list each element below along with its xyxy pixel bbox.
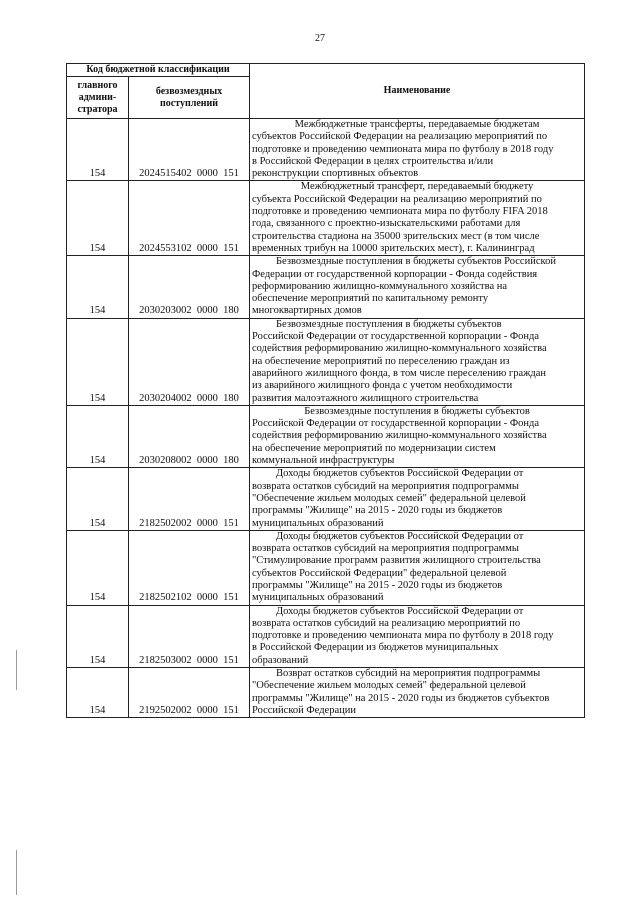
description-line: Межбюджетный трансферт, передаваемый бюджету [300,181,534,193]
table-row [67,181,585,256]
admin-code-cell: 154 [67,181,129,256]
table-row [67,468,585,530]
description-cell [250,181,585,256]
admin-code-cell: 154 [67,605,129,667]
revenue-code-cell: 2182502002 0000 151 [129,468,250,530]
description-line: "Обеспечение жильем молодых семей" федеральной целевой [252,680,526,692]
admin-code-cell: 154 [67,405,129,467]
description-line: подготовке и проведению чемпионата мира по футболу FIFA 2018 [252,206,548,218]
margin-scan-mark [16,650,17,690]
admin-code-cell: 154 [67,318,129,405]
description-cell [250,530,585,605]
description-line: в Российской Федерации в целях строительства и/или [252,155,494,167]
description-line: субъектов Российской Федерации" федеральной целевой [252,567,507,579]
table-row [67,405,585,467]
revenue-code-cell: 2030204002 0000 180 [129,318,250,405]
description-cell [250,256,585,318]
revenue-code-cell: 2030203002 0000 180 [129,256,250,318]
description-line: возврата остатков субсидий на мероприятия подпрограммы [252,480,519,492]
description-line: подготовке и проведению чемпионата мира по футболу в 2018 году [252,630,554,642]
admin-code-cell: 154 [67,119,129,181]
description-line: возврата остатков субсидий на реализацию мероприятий по [252,617,521,629]
description-line: Российской Федерации от государственной корпорации - Фонда [252,331,540,343]
description-cell [250,318,585,405]
header-revenue-code: безвозмездных поступлений [129,77,250,119]
description-line: муниципальных образований [252,517,384,529]
description-cell [250,668,585,718]
description-line: субъекта Российской Федерации на реализацию мероприятий по [252,193,542,205]
page-number: 27 [315,33,325,44]
description-line: временных трибун на 10000 зрительских мест), г. Калининград [252,242,535,254]
table-row [67,605,585,667]
description-line: "Стимулирование программ развития жилищного строительства [252,555,541,567]
description-line: Доходы бюджетов субъектов Российской Федерации от [276,468,524,480]
description-line: развития малоэтажного жилищного строительства [252,392,479,404]
description-line: муниципальных образований [252,592,384,604]
description-line: содействия реформированию жилищно-коммунального хозяйства [252,343,547,355]
admin-code-cell: 154 [67,256,129,318]
description-line: реформированию жилищно-коммунального хозяйства на [252,280,508,292]
description-line: возврата остатков субсидий на мероприятия подпрограммы [252,543,519,555]
description-cell [250,405,585,467]
description-line: субъектов Российской Федерации на реализацию мероприятий по [252,131,548,143]
description-line: Федерации от государственной корпорации - Фонда содействия [252,268,538,280]
description-line: обеспечение мероприятий по капитальному ремонту [252,293,489,305]
revenue-code-cell: 2182503002 0000 151 [129,605,250,667]
table-row [67,318,585,405]
description-line: строительства стадиона на 35000 зрительских мест (в том числе [252,230,540,242]
description-line: Российской Федерации от государственной корпорации - Фонда [252,418,540,430]
revenue-code-cell: 2182502102 0000 151 [129,530,250,605]
revenue-code-cell: 2030208002 0000 180 [129,405,250,467]
description-line: программы "Жилище" на 2015 - 2020 годы из бюджетов [252,579,503,591]
table-row [67,668,585,718]
description-line: Доходы бюджетов субъектов Российской Федерации от [276,530,524,542]
description-line: аварийного жилищного фонда, в том числе переселению граждан [252,367,547,379]
header-admin: главного админи-стратора [67,77,129,119]
admin-code-cell: 154 [67,668,129,718]
table-row [67,119,585,181]
description-line: реконструкции спортивных объектов [252,168,419,180]
description-line: программы "Жилище" на 2015 - 2020 годы из бюджетов субъектов [252,692,550,704]
table-row [67,256,585,318]
admin-code-cell: 154 [67,468,129,530]
budget-classification-table [66,63,585,718]
description-line: многоквартирных домов [252,305,362,317]
description-line: Возврат остатков субсидий на мероприятия подпрограммы [276,668,541,680]
description-line: в Российской Федерации из бюджетов муниципальных [252,642,499,654]
header-code-group: Код бюджетной классификации [67,64,250,77]
description-line: программы "Жилище" на 2015 - 2020 годы из бюджетов [252,505,503,517]
description-line: "Обеспечение жильем молодых семей" федеральной целевой [252,492,526,504]
description-line: Доходы бюджетов субъектов Российской Федерации от [276,605,524,617]
description-line: Безвозмездные поступления в бюджеты субъектов [276,318,502,330]
description-line: содействия реформированию жилищно-коммунального хозяйства [252,430,547,442]
description-cell [250,468,585,530]
description-cell [250,605,585,667]
table-row [67,530,585,605]
description-line: Безвозмездные поступления в бюджеты субъектов Российской [276,256,556,268]
description-line: года, связанного с проектно-изыскательскими работами для [252,218,521,230]
description-line: из аварийного жилищного фонда с учетом необходимости [252,380,513,392]
description-line: Безвозмездные поступления в бюджеты субъектов [304,405,530,417]
description-line: коммунальной инфраструктуры [252,455,395,467]
revenue-code-cell: 2192502002 0000 151 [129,668,250,718]
description-line: на обеспечение мероприятий по переселению граждан из [252,355,510,367]
revenue-code-cell: 2024515402 0000 151 [129,119,250,181]
description-line: образований [252,654,309,666]
description-line: подготовке и проведению чемпионата мира по футболу в 2018 году [252,143,554,155]
revenue-code-cell: 2024553102 0000 151 [129,181,250,256]
description-line: Российской Федерации [252,704,356,716]
description-line: на обеспечение мероприятий по модернизации систем [252,442,496,454]
description-line: Межбюджетные трансферты, передаваемые бюджетам [294,119,540,130]
header-name: Наименование [250,64,585,119]
description-cell [250,119,585,181]
margin-scan-mark [16,850,17,895]
admin-code-cell: 154 [67,530,129,605]
